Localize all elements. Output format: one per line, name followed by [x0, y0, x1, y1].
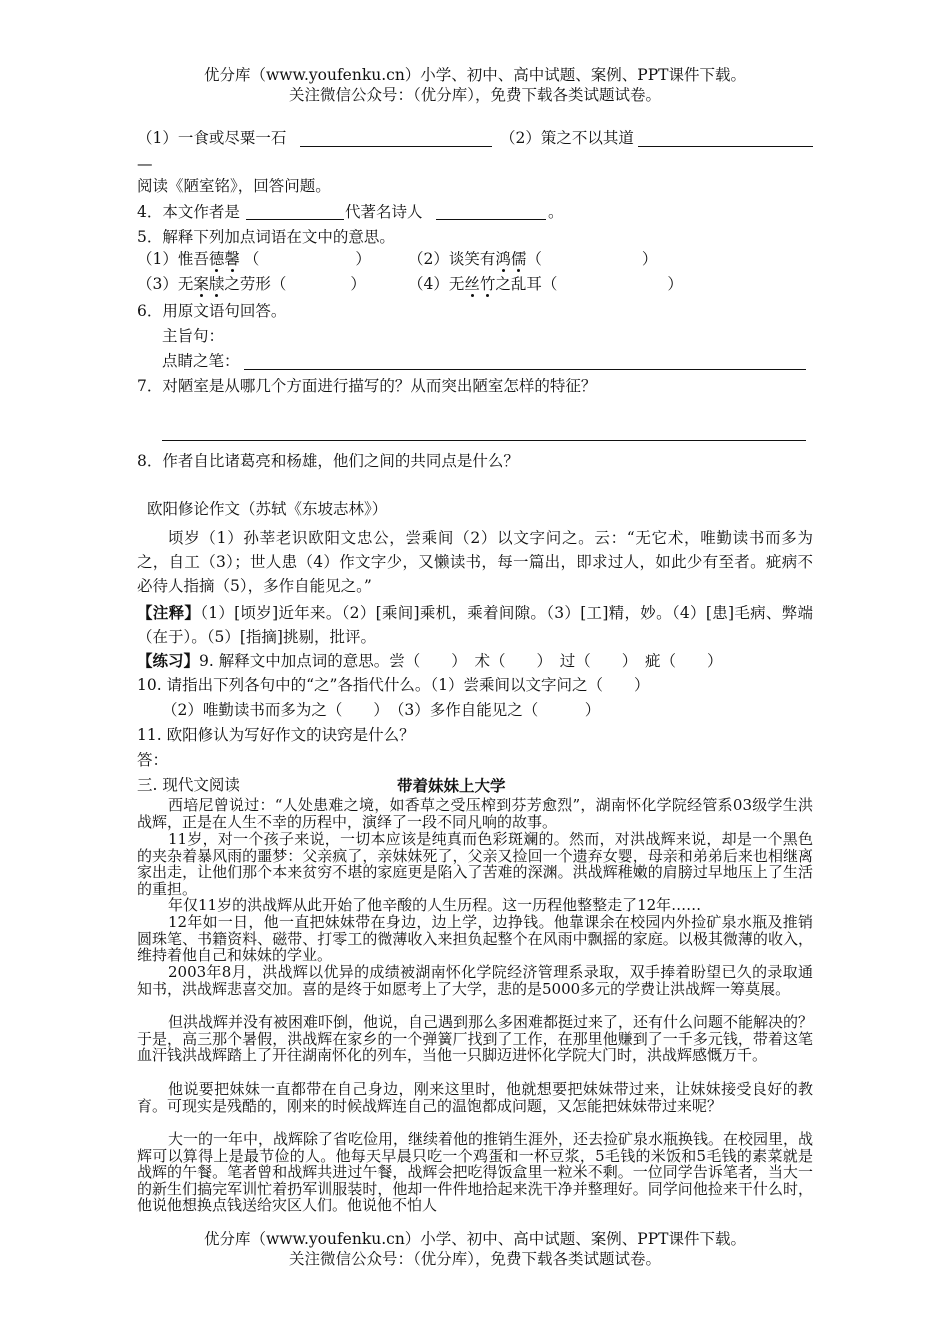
answer-blank	[300, 146, 492, 147]
answer-label: 答：	[137, 751, 169, 769]
q5-paren-close: ）	[350, 275, 366, 293]
item-1-text: （1）一食或尽粟一石	[137, 129, 287, 147]
header-line-2: 关注微信公众号：（优分库），免费下载各类试题试卷。	[288, 86, 661, 104]
dotted-char: 丝	[464, 275, 480, 293]
q11-prompt: 11. 欧阳修认为写好作文的诀窍是什么？	[137, 726, 415, 744]
footer-line-1: 优分库（www.youfenku.cn）小学、初中、高中试题、案例、PPT课件下载。	[203, 1230, 747, 1248]
ouyang-text: 顷岁（1）孙莘老识欧阳文忠公，尝乘间（2）以文字问之。云：“无它术，唯勤读书而多为之，自工（3）；世人患（4）作文字少，又懒读书，每一篇出，即求过人，如此少有至者。疵病不必待人指摘（5），多作自能见之。”	[137, 529, 813, 595]
q5-text: （3）无	[137, 275, 194, 293]
q9-text: 9. 解释文中加点词的意思。尝（ ） 术（ ） 过（ ） 疵（ ）	[199, 652, 723, 670]
q5-text: 之乱耳（	[495, 275, 558, 293]
q5-prompt: 5．解释下列加点词语在文中的意思。	[137, 228, 395, 246]
article-paragraph: 2003年8月，洪战辉以优异的成绩被湖南怀化学院经济管理系录取，双手捧着盼望已久的录取通知书，洪战辉悲喜交加。喜的是终于如愿考上了大学，悲的是5000多元的学费让洪战辉一筹莫展。	[137, 963, 813, 998]
q4-part-c: 。	[548, 203, 564, 221]
exercise-label: 【练习】	[137, 651, 200, 670]
q5-text: 之劳形（	[224, 275, 287, 293]
q9-line	[137, 651, 722, 671]
q6-main-label: 主旨句：	[162, 327, 225, 345]
answer-blank	[436, 219, 546, 220]
dotted-char: 牍	[208, 275, 225, 293]
dotted-char: 德	[208, 250, 225, 268]
loushi-intro: 阅读《陋室铭》，回答问题。	[137, 177, 331, 195]
note-label: 【注释】	[137, 603, 201, 622]
q4-part-b: 代著名诗人	[345, 203, 423, 221]
article-paragraph: 11岁，对一个孩子来说，一切本应该是纯真而色彩斑斓的。然而，对洪战辉来说，却是一个黑色的夹杂着暴风雨的噩梦：父亲疯了，亲妹妹死了，父亲又捡回一个遗弃女婴，母亲和弟弟后来也相继离家出走，让他们那个本来贫穷不堪的家庭更是陷入了苦难的深渊。洪战辉稚嫩的肩膀过早地压上了生活的重担。	[137, 830, 813, 898]
dotted-char: 儒	[510, 250, 527, 268]
answer-blank	[246, 219, 344, 220]
answer-blank	[638, 146, 813, 147]
q5-paren-close: ）	[667, 275, 683, 293]
note-text: （1）[顷岁]近年来。（2）[乘间]乘机，乘着间隙。（3）[工]精，妙。（4）[患]毛病、弊端（在于）。（5）[指摘]挑剔，批评。	[137, 604, 813, 646]
q5-paren-open: （	[243, 250, 260, 268]
dotted-char: 馨	[224, 250, 240, 268]
footer-line-2: 关注微信公众号：（优分库），免费下载各类试题试卷。	[288, 1250, 661, 1268]
section-heading: 三. 现代文阅读	[137, 776, 240, 794]
dotted-char: 鸿	[495, 250, 511, 268]
answer-line	[244, 369, 806, 370]
header-line-1: 优分库（www.youfenku.cn）小学、初中、高中试题、案例、PPT课件下载。	[203, 66, 747, 84]
q5-item-1	[137, 250, 371, 269]
continuation-dash: —	[137, 155, 153, 173]
answer-line	[162, 440, 806, 441]
ouyang-title: 欧阳修论作文（苏轼《东坡志林》）	[147, 500, 388, 518]
article-title: 带着妹妹上大学	[397, 776, 506, 795]
q10-line-1: 10. 请指出下列各句中的“之”各指代什么。（1）尝乘间以文字问之（ ）	[137, 676, 650, 694]
q5-item-3	[137, 275, 366, 294]
q6-prompt: 6．用原文语句回答。	[137, 302, 287, 320]
article-paragraph: 但洪战辉并没有被困难吓倒，他说，自己遇到那么多困难都挺过来了，还有什么问题不能解决的？于是，高三那个暑假，洪战辉在家乡的一个弹簧厂找到了工作，在那里他赚到了一千多元钱，带着这笔血汗钱洪战辉踏上了开往湖南怀化的列车，当他一只脚迈进怀化学院大门时，洪战辉感慨万千。	[137, 1013, 814, 1064]
q5-paren-open: （	[526, 250, 542, 268]
q5-item-2	[408, 250, 657, 269]
ouyang-notes	[137, 601, 813, 649]
dotted-char: 案	[193, 275, 209, 293]
q5-paren-close: ）	[355, 250, 371, 268]
article-paragraph: 年仅11岁的洪战辉从此开始了他辛酸的人生历程。这一历程他整整走了12年……	[168, 896, 702, 914]
q5-item-4	[408, 275, 683, 294]
article-paragraph: 大一的一年中，战辉除了省吃俭用，继续着他的推销生涯外，还去捡矿泉水瓶换钱。在校园里，战辉可以算得上是最节俭的人。他每天早晨只吃一个鸡蛋和一杯豆浆，5毛钱的米饭和5毛钱的素菜就是战辉的午餐。笔者曾和战辉共进过午餐，战辉会把吃得饭盒里一粒米不剩。一位同学告诉笔者，当大一的新生们搞完军训忙着扔军训服装时，他却一件件地拾起来洗干净并整理好。同学问他捡来干什么时，他说他想换点钱送给灾区人们。他说他不怕人	[137, 1130, 814, 1214]
q10-line-2: （2）唯勤读书而多为之（ ） （3）多作自能见之（ ）	[162, 701, 601, 719]
article-paragraph: 西培尼曾说过：“人处患难之境，如香草之受压榨到芬芳愈烈”，湖南怀化学院经管系03级学生洪战辉，正是在人生不幸的历程中，演绎了一段不同凡响的故事。	[137, 796, 813, 831]
q6-point-label: 点睛之笔：	[162, 352, 240, 370]
dotted-char: 竹	[479, 275, 496, 293]
q5-paren-close: ）	[641, 250, 658, 268]
q8-prompt: 8．作者自比诸葛亮和杨雄，他们之间的共同点是什么？	[137, 452, 519, 470]
q7-prompt: 7．对陋室是从哪几个方面进行描写的？从而突出陋室怎样的特征？	[137, 377, 597, 395]
q5-text: （1）惟吾	[137, 250, 209, 268]
q5-text: （4）无	[408, 275, 465, 293]
item-2-text: （2）策之不以其道	[500, 129, 634, 147]
article-paragraph: 他说要把妹妹一直都带在自己身边，刚来这里时，他就想要把妹妹带过来，让妹妹接受良好的教育。可现实是残酷的，刚来的时候战辉连自己的温饱都成问题，又怎能把妹妹带过来呢？	[137, 1080, 813, 1115]
article-paragraph: 12年如一日，他一直把妹妹带在身边，边上学，边挣钱。他靠课余在校园内外捡矿泉水瓶及推销圆珠笔、书籍资料、磁带、打零工的微薄收入来担负起整个在风雨中飘摇的家庭。以极其微薄的收入，维持着他自己和妹妹的学业。	[137, 913, 813, 964]
q4-part-a: 4．本文作者是	[137, 203, 240, 221]
q5-text: （2）谈笑有	[408, 250, 496, 268]
